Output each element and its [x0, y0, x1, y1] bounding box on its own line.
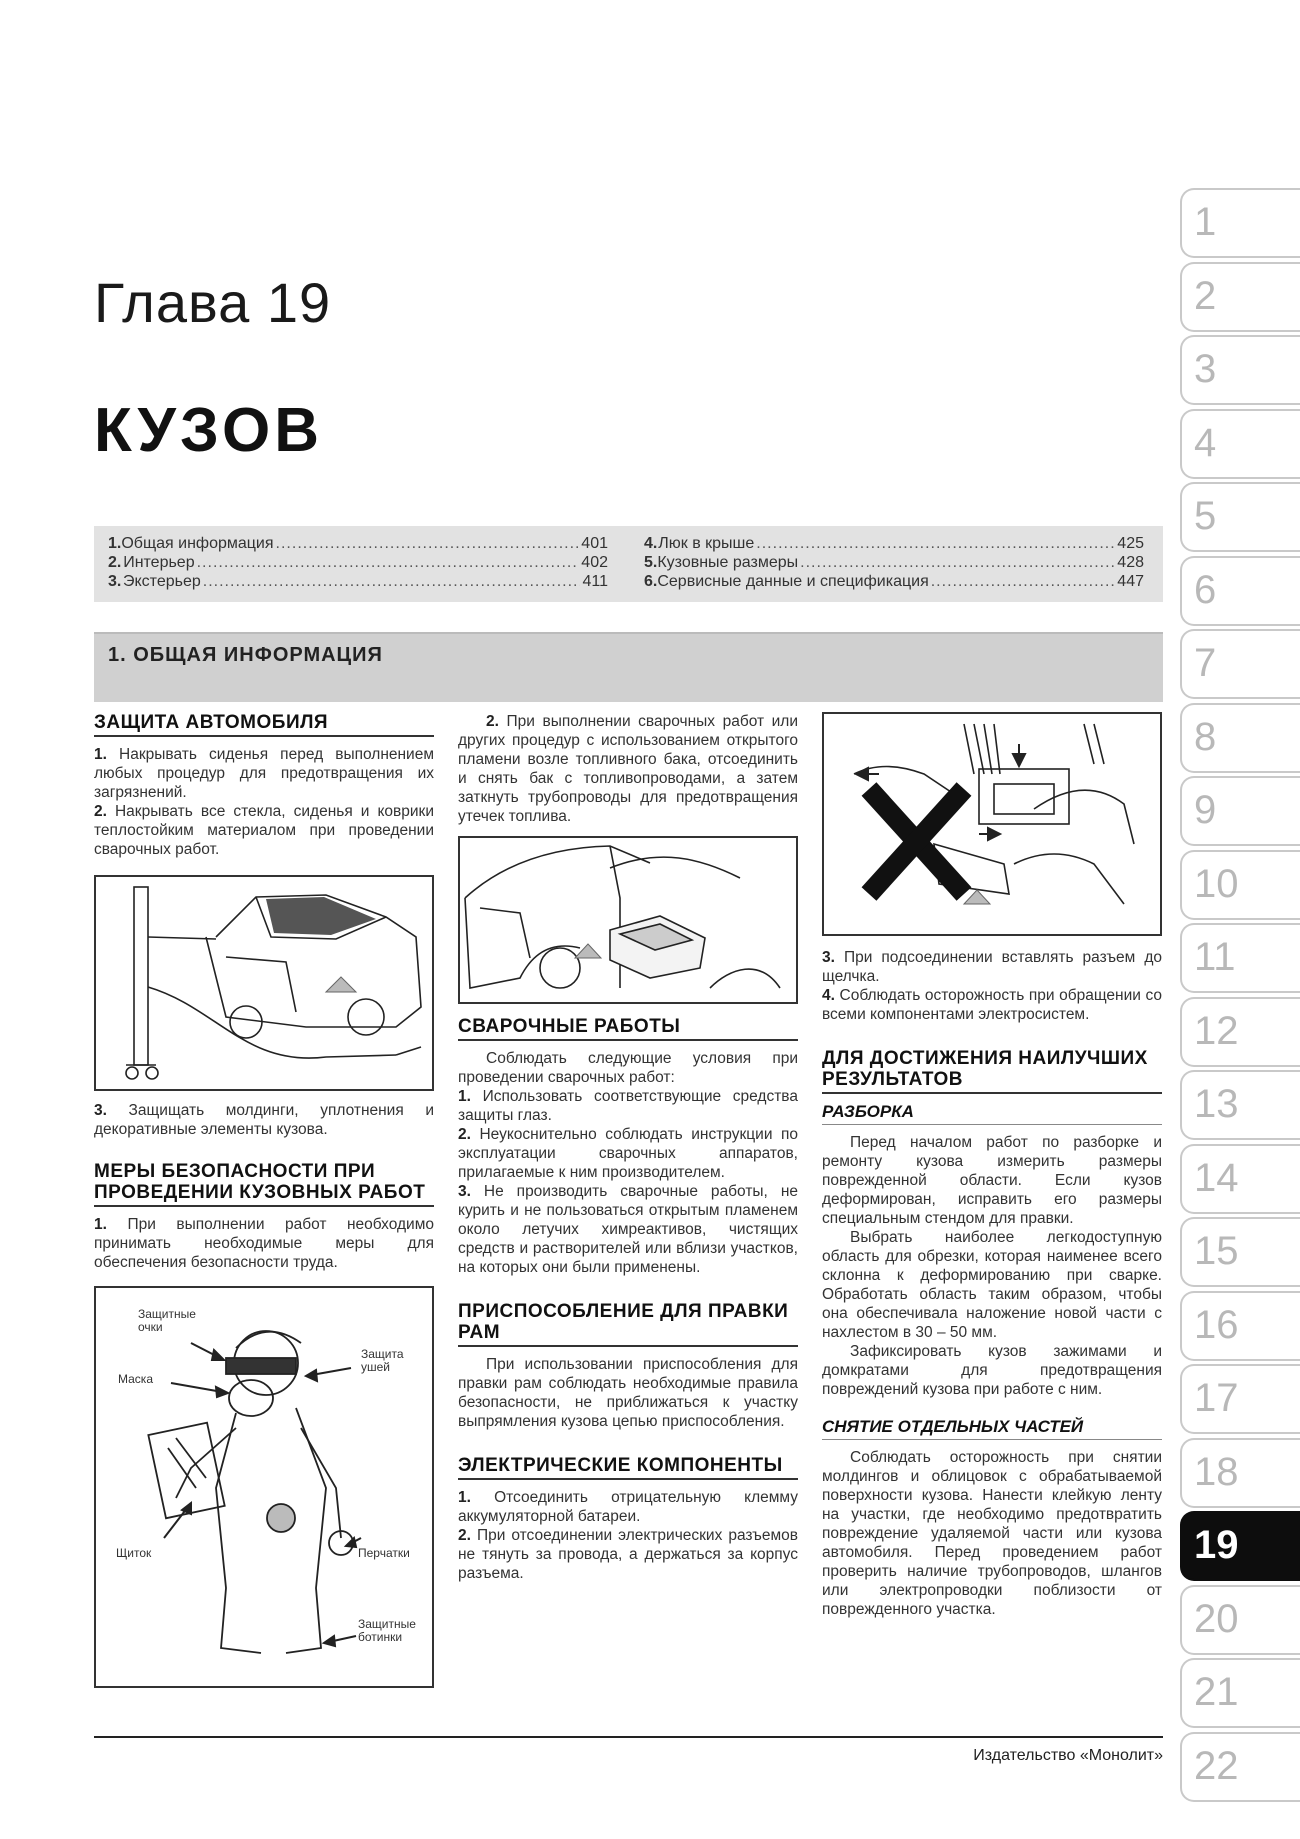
item-number: 1. [94, 1216, 107, 1233]
paragraph [458, 712, 798, 826]
toc-leader [800, 553, 1115, 572]
paragraph: При использовании приспособления для правки рам соблюдать необходимые правила безопасности, не приближаться к участку выпрямления кузова цепью приспособления. [458, 1356, 798, 1430]
tab-chapter-8[interactable] [1180, 703, 1300, 773]
publisher-footer: Издательство «Монолит» [973, 1747, 1163, 1764]
toc-title: Интерьер [123, 554, 195, 571]
item-number: 4. [822, 987, 835, 1004]
tab-chapter-11[interactable] [1180, 923, 1300, 993]
item-number: 2. [486, 713, 499, 730]
item-number: 3. [458, 1183, 471, 1200]
label-mask: Маска [118, 1372, 153, 1386]
tab-label: 17 [1194, 1376, 1239, 1420]
toc-num: 1. [108, 535, 122, 552]
label-goggles: Защитные очки [138, 1307, 196, 1334]
chapter-label: Глава 19 [94, 271, 332, 334]
tab-chapter-12[interactable] [1180, 997, 1300, 1067]
toc-leader [197, 553, 580, 572]
tab-label: 5 [1194, 494, 1217, 538]
item-number: 1. [94, 746, 107, 763]
item-text: Неукоснительно соблюдать инструкции по эксплуатации сварочных аппаратов, прилагаемые к ним производителем. [458, 1126, 798, 1181]
tab-chapter-10[interactable] [1180, 850, 1300, 920]
heading-welding: СВАРОЧНЫЕ РАБОТЫ [458, 1016, 798, 1041]
paragraph: Выбрать наиболее легкодоступную область для обрезки, которая наименее всего склонна к деформированию при сварке. Обработать область таким образом, чтобы она обеспечивала наложение новой части с нахлестом в 30 – 50 мм. [822, 1229, 1162, 1341]
item-text: Накрывать все стекла, сиденья и коврики теплостойким материалом при проведении сварочных работ. [94, 803, 434, 858]
tab-chapter-20[interactable] [1180, 1585, 1300, 1655]
toc-row[interactable] [644, 534, 1144, 553]
label-boots: Защитные ботинки [358, 1617, 416, 1644]
toc-page: 428 [1117, 554, 1144, 571]
toc-leader [276, 534, 580, 553]
paragraph [458, 1526, 798, 1583]
toc-page: 425 [1117, 535, 1144, 552]
column-1 [94, 712, 434, 1688]
toc-num: 2. [108, 554, 122, 571]
tab-chapter-4[interactable] [1180, 409, 1300, 479]
tab-label: 18 [1194, 1449, 1239, 1494]
tab-label: 9 [1194, 788, 1217, 832]
chapter-title: КУЗОВ [94, 396, 323, 465]
tab-chapter-16[interactable] [1180, 1291, 1300, 1361]
item-text: Не производить сварочные работы, не курить и не пользоваться открытым пламенем около летучих химреактивов, чистящих средств и растворителей или вблизи участков, на которых они были применены. [458, 1183, 799, 1276]
item-text: При отсоединении электрических разъемов не тянуть за провода, а держаться за корпус разъема. [458, 1527, 798, 1582]
item-number: 3. [822, 949, 835, 966]
toc-row[interactable] [644, 572, 1144, 591]
tab-chapter-18[interactable] [1180, 1438, 1300, 1508]
tab-label: 19 [1194, 1523, 1239, 1567]
item-text: Защищать молдинги, уплотнения и декоративные элементы кузова. [94, 1102, 434, 1138]
tab-label: 11 [1194, 935, 1236, 979]
toc-num: 3. [108, 573, 122, 590]
item-text: При подсоединении вставлять разъем до щелчка. [822, 949, 1162, 985]
paragraph [94, 1101, 434, 1139]
item-number: 2. [458, 1527, 471, 1544]
toc-page: 411 [582, 573, 608, 590]
toc-row[interactable] [108, 553, 608, 572]
paragraph [94, 1215, 434, 1272]
paragraph: Соблюдать следующие условия при проведении сварочных работ: [458, 1050, 798, 1086]
paragraph [822, 948, 1162, 986]
toc-title: Экстерьер [123, 573, 201, 590]
toc-num: 5. [644, 554, 658, 571]
label-ear-protection: Защита ушей [361, 1347, 404, 1374]
tab-label: 6 [1194, 567, 1217, 612]
tab-chapter-1[interactable] [1180, 188, 1300, 258]
heading-safety-measures: МЕРЫ БЕЗОПАСНОСТИ ПРИ ПРОВЕДЕНИИ КУЗОВНЫХ РАБОТ [94, 1161, 434, 1207]
column-2 [458, 712, 798, 1583]
toc-page: 447 [1117, 573, 1144, 590]
tab-label: 7 [1194, 641, 1217, 685]
tab-chapter-3[interactable] [1180, 335, 1300, 405]
item-number: 1. [458, 1088, 471, 1105]
tab-chapter-19-active[interactable] [1180, 1511, 1300, 1581]
table-of-contents [94, 526, 1163, 602]
item-number: 3. [94, 1102, 107, 1119]
tab-label: 13 [1194, 1082, 1239, 1126]
toc-row[interactable] [644, 553, 1144, 572]
tab-label: 4 [1194, 420, 1217, 465]
tab-label: 12 [1194, 1008, 1239, 1053]
toc-title: Сервисные данные и спецификация [657, 573, 929, 590]
tab-label: 8 [1194, 714, 1217, 759]
column-3 [822, 712, 1162, 1619]
toc-row[interactable] [108, 572, 608, 591]
subheading-parts-removal: СНЯТИЕ ОТДЕЛЬНЫХ ЧАСТЕЙ [822, 1417, 1162, 1440]
paragraph: Соблюдать осторожность при снятии молдингов и облицовок с обрабатываемой поверхности кузова. Нанести клейкую ленту на участки, где необходимо предотвратить повреждение удаляемой части или кузова автомобиля. Перед проведением работ проверить наличие трубопроводов, шлангов или электропроводки поблизости от поврежденного участка. [822, 1449, 1162, 1618]
tab-label: 20 [1194, 1596, 1239, 1641]
item-text: Отсоединить отрицательную клемму аккумуляторной батареи. [458, 1489, 798, 1525]
paragraph: Зафиксировать кузов зажимами и домкратами для предотвращения повреждений кузова при работе с ним. [822, 1343, 1162, 1398]
tab-chapter-7[interactable] [1180, 629, 1300, 699]
tab-label: 15 [1194, 1229, 1239, 1273]
toc-page: 402 [581, 554, 608, 571]
item-text: При выполнении работ необходимо принимать необходимые меры для обеспечения безопасности труда. [94, 1216, 434, 1271]
paragraph [458, 1087, 798, 1125]
item-number: 2. [458, 1126, 471, 1143]
tab-chapter-15[interactable] [1180, 1217, 1300, 1287]
tab-chapter-2[interactable] [1180, 262, 1300, 332]
car-frame-illustration [96, 877, 432, 1089]
tab-label: 21 [1194, 1670, 1239, 1714]
tab-chapter-6[interactable] [1180, 556, 1300, 626]
figure-welder-protective-gear [94, 1286, 434, 1688]
tab-label: 10 [1194, 861, 1239, 906]
tab-chapter-21[interactable] [1180, 1658, 1300, 1728]
figure-car-frame-straightening [94, 875, 434, 1091]
paragraph: Перед началом работ по разборке и ремонту кузова измерить размеры поврежденной области. Если кузов деформирован, исправить его размеры специальным стендом для правки. [822, 1134, 1162, 1227]
paragraph [822, 986, 1162, 1024]
tab-label: 22 [1194, 1743, 1239, 1788]
toc-left-column [108, 534, 608, 591]
toc-num: 6. [644, 573, 658, 590]
item-text: Накрывать сиденья перед выполнением любых процедур для предотвращения их загрязнений. [94, 746, 434, 801]
paragraph [94, 745, 434, 802]
footer-rule [94, 1736, 1163, 1738]
figure-connector-handling [822, 712, 1162, 936]
label-shield: Щиток [116, 1546, 152, 1560]
tab-chapter-14[interactable] [1180, 1144, 1300, 1214]
section-title: 1. ОБЩАЯ ИНФОРМАЦИЯ [108, 644, 383, 666]
tab-label: 1 [1194, 200, 1217, 244]
toc-right-column [644, 534, 1144, 591]
tab-label: 16 [1194, 1302, 1239, 1347]
item-number: 2. [94, 803, 107, 820]
section-header [94, 632, 1163, 702]
toc-leader [203, 572, 581, 591]
item-number: 1. [458, 1489, 471, 1506]
tab-label: 14 [1194, 1155, 1239, 1200]
paragraph [458, 1125, 798, 1182]
tab-chapter-9[interactable] [1180, 776, 1300, 846]
label-gloves: Перчатки [358, 1546, 410, 1560]
item-text: Соблюдать осторожность при обращении со всеми компонентами электросистем. [822, 987, 1162, 1023]
item-text: Использовать соответствующие средства защиты глаз. [458, 1088, 798, 1124]
toc-title: Кузовные размеры [657, 554, 799, 571]
toc-title: Люк в крыше [658, 535, 755, 552]
toc-row[interactable] [108, 534, 608, 553]
paragraph [94, 802, 434, 859]
toc-num: 4. [644, 535, 658, 552]
tab-chapter-22[interactable] [1180, 1732, 1300, 1802]
fuel-tank-illustration [460, 838, 796, 1002]
heading-electrical: ЭЛЕКТРИЧЕСКИЕ КОМПОНЕНТЫ [458, 1455, 798, 1480]
paragraph [458, 1182, 798, 1277]
subheading-disassembly: РАЗБОРКА [822, 1102, 1162, 1125]
tab-chapter-5[interactable] [1180, 482, 1300, 552]
toc-leader [756, 534, 1115, 553]
heading-vehicle-protection: ЗАЩИТА АВТОМОБИЛЯ [94, 712, 434, 737]
heading-best-results: ДЛЯ ДОСТИЖЕНИЯ НАИЛУЧШИХ РЕЗУЛЬТАТОВ [822, 1048, 1162, 1094]
tab-label: 2 [1194, 273, 1217, 318]
figure-fuel-tank [458, 836, 798, 1004]
item-text: При выполнении сварочных работ или других процедур с использованием открытого пламени возле топливного бака, отсоединить и снять бак с топливопроводами, а затем заткнуть трубопроводы для предотвращения утечек топлива. [458, 713, 798, 825]
tab-label: 3 [1194, 347, 1217, 391]
paragraph [458, 1488, 798, 1526]
chapter-tabs [1180, 188, 1300, 1805]
connector-illustration [824, 714, 1160, 934]
tab-chapter-17[interactable] [1180, 1364, 1300, 1434]
toc-title: Общая информация [121, 535, 274, 552]
heading-frame-tool: ПРИСПОСОБЛЕНИЕ ДЛЯ ПРАВКИ РАМ [458, 1301, 798, 1347]
toc-page: 401 [581, 535, 608, 552]
tab-chapter-13[interactable] [1180, 1070, 1300, 1140]
toc-leader [931, 572, 1116, 591]
